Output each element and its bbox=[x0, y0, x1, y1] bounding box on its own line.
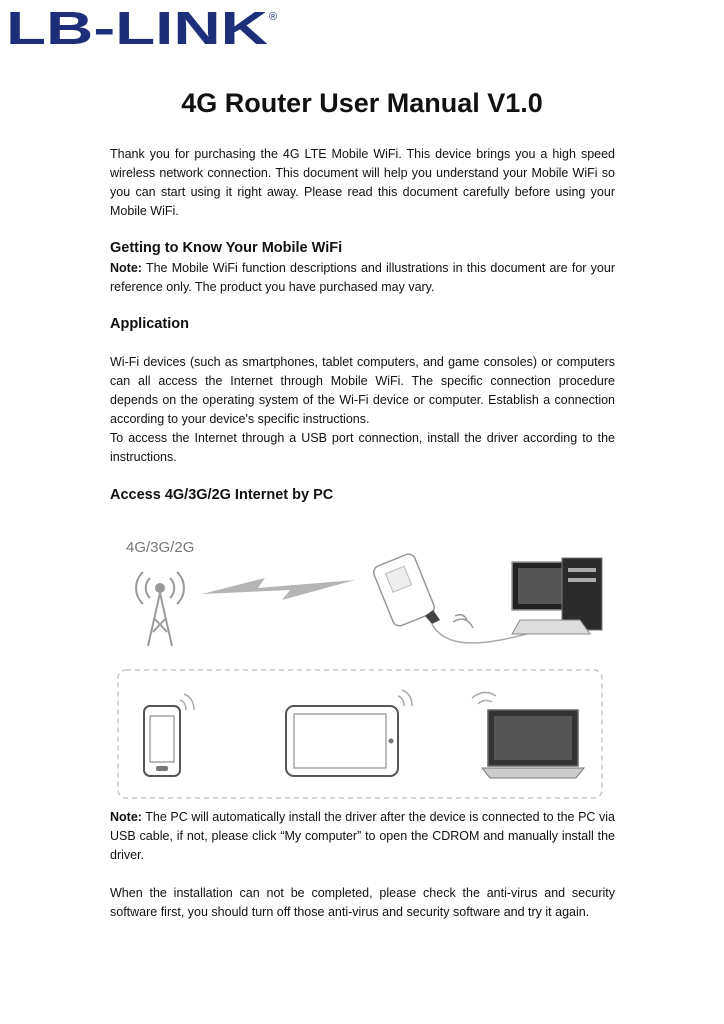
section-heading-access: Access 4G/3G/2G Internet by PC bbox=[110, 487, 334, 503]
note-text: The Mobile WiFi function descriptions and illustrations in this document are for your reference only. The product you have purchased may vary. bbox=[110, 261, 615, 294]
registered-mark: ® bbox=[269, 11, 278, 23]
brand-logo bbox=[6, 4, 281, 53]
usb-paragraph: To access the Internet through a USB port connection, install the driver according to the instructions. bbox=[110, 431, 615, 464]
application-paragraph: Wi-Fi devices (such as smartphones, tablet computers, and game consoles) or computers can all access the Internet through Mobile WiFi. The specific connection procedure depends on the operating system of the Wi-Fi device or computer. Establish a connection according to your device's specific instructions. bbox=[110, 355, 615, 426]
note-label-2: Note: bbox=[110, 810, 142, 824]
network-label: 4G/3G/2G bbox=[126, 539, 195, 556]
note-paragraph-2 bbox=[110, 808, 615, 865]
page-title: 4G Router User Manual V1.0 bbox=[181, 88, 543, 118]
desktop-pc-icon bbox=[512, 558, 602, 634]
smartphone-icon bbox=[144, 694, 194, 776]
cell-tower-icon bbox=[136, 572, 184, 646]
note-label: Note: bbox=[110, 261, 142, 275]
tablet-icon bbox=[286, 690, 412, 776]
note-text-2: The PC will automatically install the driver after the device is connected to the PC via USB cable, if not, please click “My computer” to open the CDROM and manually install the driver. bbox=[110, 810, 615, 862]
section-heading-know-wifi: Getting to Know Your Mobile WiFi bbox=[110, 240, 343, 256]
connection-diagram bbox=[110, 528, 615, 806]
intro-paragraph: Thank you for purchasing the 4G LTE Mobile WiFi. This device brings you a high speed wireless network connection. This document will help you understand your Mobile WiFi so you can start using it right away. Please read this document carefully before using your Mobile WiFi. bbox=[110, 147, 615, 218]
installation-paragraph: When the installation can not be completed, please check the anti-virus and security software first, you should turn off those anti-virus and security software and try it again. bbox=[110, 886, 615, 919]
logo-text: LB-LINK bbox=[6, 4, 268, 48]
wireless-signal-icon bbox=[202, 578, 355, 600]
laptop-icon bbox=[472, 692, 584, 778]
section-heading-application: Application bbox=[110, 316, 189, 332]
note-paragraph-1 bbox=[110, 259, 615, 297]
